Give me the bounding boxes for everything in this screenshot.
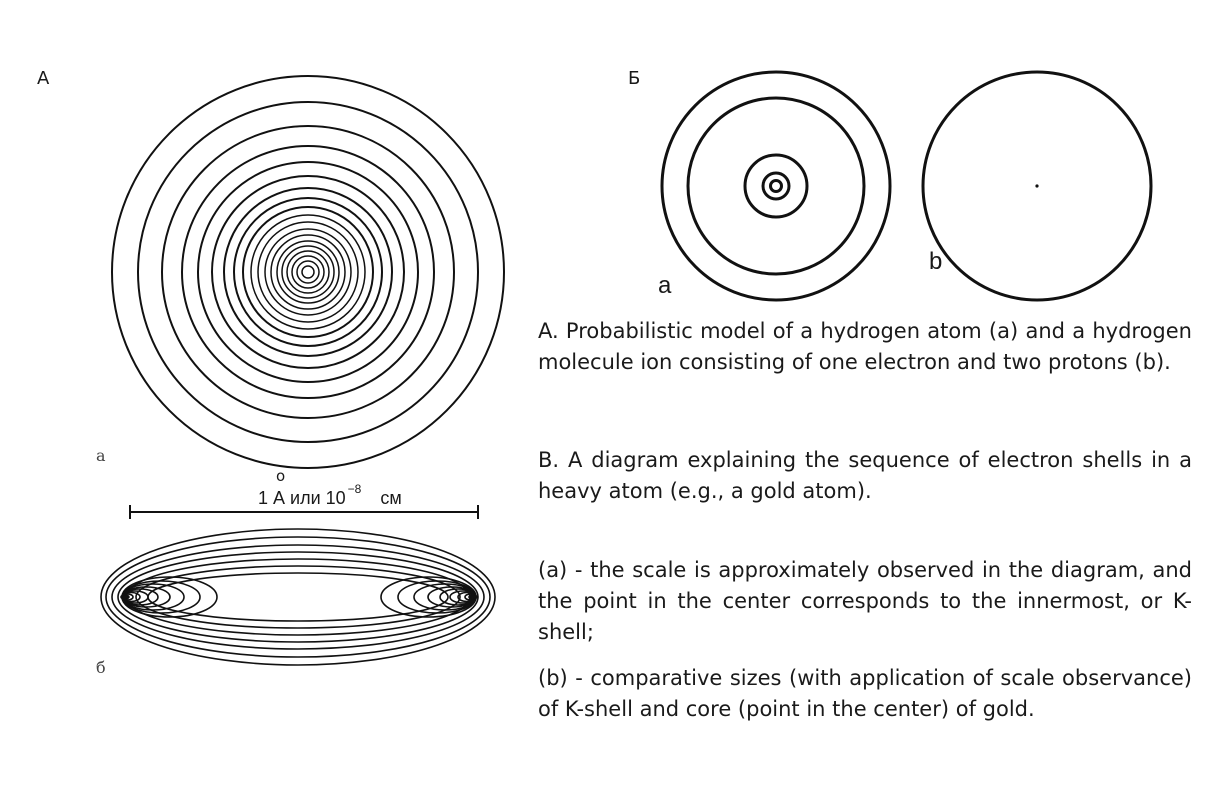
gold-nucleus-point	[1035, 184, 1038, 187]
panel-label-a: А	[37, 68, 50, 89]
gold-atom-shells	[662, 72, 890, 300]
panel-label-b: Б	[628, 68, 641, 89]
atom-contour-ring	[258, 222, 358, 322]
atom-contour-ring	[282, 246, 334, 298]
atom-contour-ring	[112, 76, 504, 468]
atom-contour-ring	[265, 229, 351, 315]
atom-contour-ring	[287, 251, 329, 293]
caption-b-note: (b) - comparative sizes (with application of scale observance) of K-shell and core (point in the center) of gold.	[538, 666, 1192, 721]
ion-contour-ellipse	[101, 529, 495, 665]
outer-shell	[662, 72, 890, 300]
caption-a-note: (a) - the scale is approximately observed in the diagram, and the point in the center corresponds to the innermost, or K-shell;	[538, 558, 1192, 644]
innermost-shell	[763, 173, 789, 199]
atom-contour-ring	[182, 146, 434, 398]
scale-label	[258, 482, 402, 509]
atom-contour-ring	[297, 261, 319, 283]
sub-label-a: а	[96, 446, 106, 465]
ion-contour-ellipse	[126, 559, 470, 635]
scale-text: 1 А или 10	[258, 488, 346, 508]
atom-contour-ring	[224, 188, 392, 356]
scale-exponent: −8	[347, 482, 362, 496]
atom-contour-ring	[251, 215, 365, 329]
inner-shell	[745, 155, 807, 217]
ion-contour-ellipse	[106, 537, 490, 657]
atom-contour-ring	[162, 126, 454, 418]
scale-unit: см	[380, 488, 402, 508]
k-shell	[771, 181, 782, 192]
caption-b: B. A diagram explaining the sequence of electron shells in a heavy atom (e.g., a gold atom).	[538, 448, 1192, 503]
atom-contour-ring	[302, 266, 314, 278]
proton-dot	[121, 595, 129, 599]
atom-contour-ring	[234, 198, 382, 346]
middle-shell	[688, 98, 864, 274]
hydrogen-ion-contours	[101, 529, 495, 665]
angstrom-mark: о	[276, 467, 286, 485]
atom-contour-ring	[138, 102, 478, 442]
hydrogen-atom-contours	[112, 76, 504, 468]
atom-contour-ring	[243, 207, 373, 337]
atom-contour-ring	[212, 176, 404, 368]
sub-label-b: б	[96, 658, 106, 677]
caption-a: A. Probabilistic model of a hydrogen atom (a) and a hydrogen molecule ion consisting of one electron and two protons (b).	[538, 319, 1192, 374]
proton-dot	[469, 595, 477, 599]
atom-contour-ring	[198, 162, 418, 382]
sub-label-b-b: b	[929, 248, 943, 275]
sub-label-b-a: a	[658, 272, 672, 299]
